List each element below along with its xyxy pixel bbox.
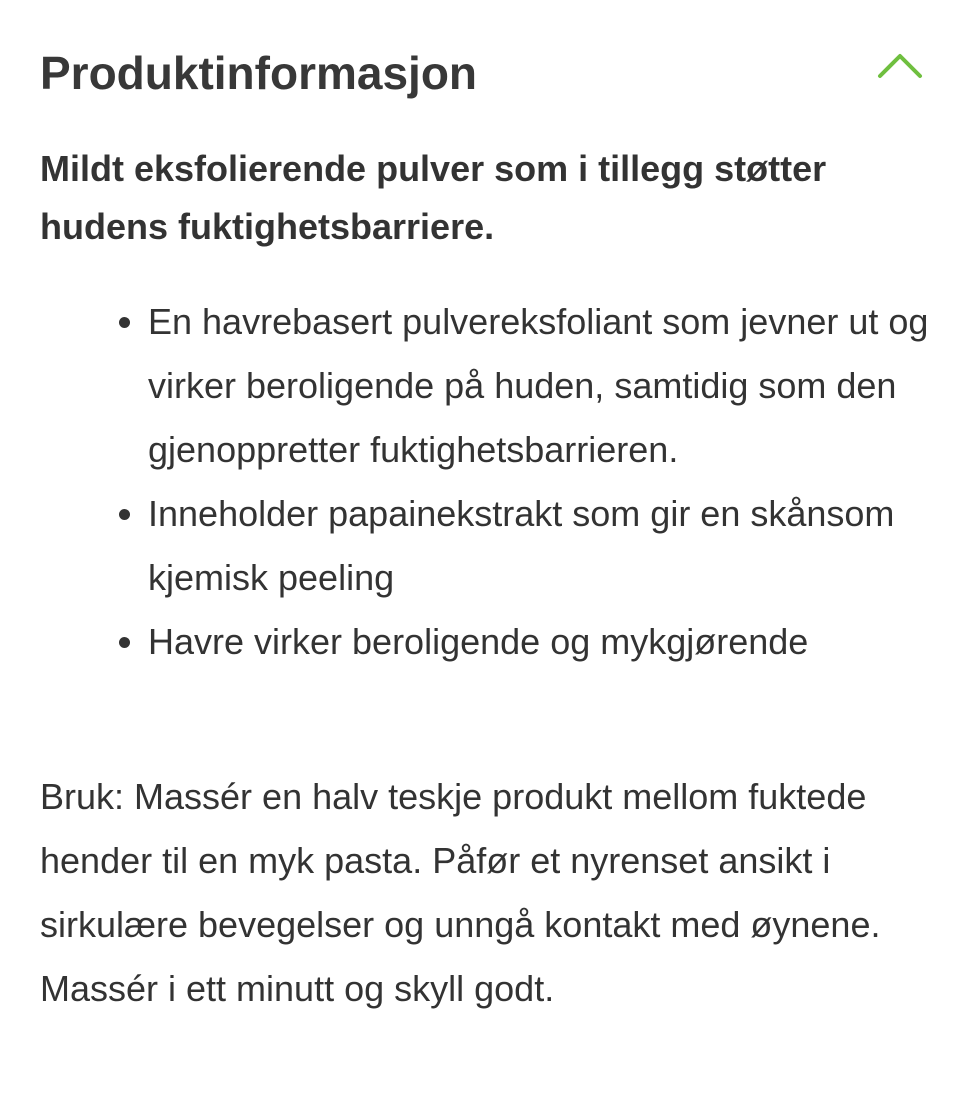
chevron-up-icon[interactable]: [876, 50, 924, 80]
usage-text: Bruk: Massér en halv teskje produkt mellom fuktede hender til en myk pasta. Påfør et nyrenset ansikt i sirkulære bevegelser og unngå kontakt med øynene. Massér i ett minutt og skyll godt.: [40, 776, 881, 1009]
list-item: • Havre virker beroligende og mykgjørende: [148, 610, 960, 674]
section-title: Produktinformasjon: [40, 47, 478, 99]
section-header[interactable]: [0, 0, 960, 150]
feature-list: [108, 290, 960, 674]
list-item: • En havrebasert pulvereksfoliant som jevner ut og virker beroligende på huden, samtidig som den gjenoppretter fuktighetsbarrieren.: [148, 290, 960, 482]
product-lead: Mildt eksfolierende pulver som i tillegg støtter hudens fuktighetsbarriere.: [40, 148, 827, 247]
list-item: • Inneholder papainekstrakt som gir en skånsom kjemisk peeling: [148, 482, 960, 610]
